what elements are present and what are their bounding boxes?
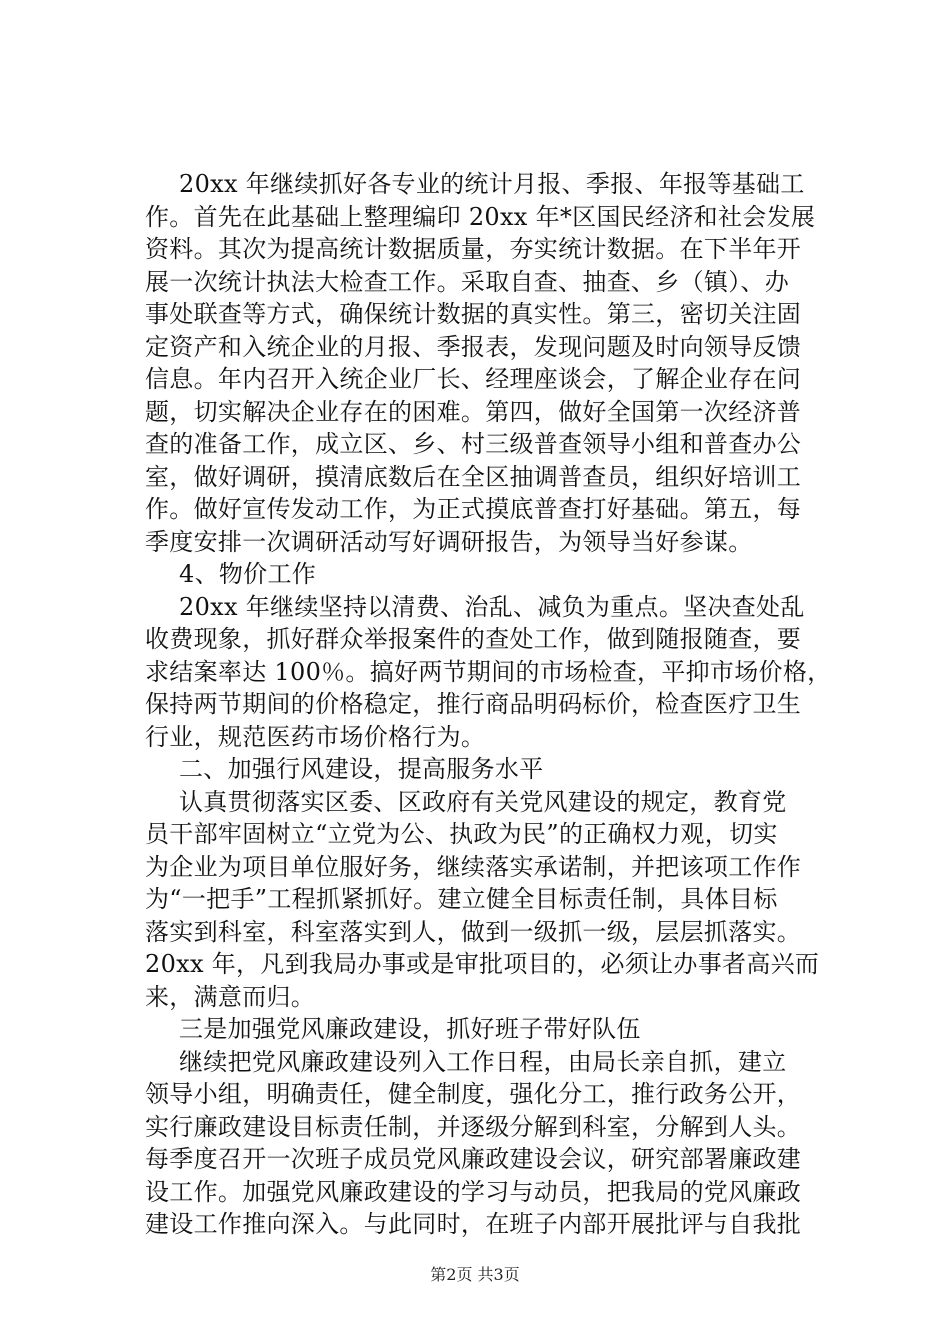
page-number-footer: 第2页 共3页 xyxy=(430,1265,520,1284)
text-line: 资料。其次为提高统计数据质量，夯实统计数据。在下半年开 xyxy=(145,235,802,263)
text-line: 认真贯彻落实区委、区政府有关党风建设的规定，教育党 xyxy=(179,787,787,816)
text-line: 20xx 年继续抓好各专业的统计月报、季报、年报等基础工 xyxy=(179,170,805,198)
text-line: 来，满意而归。 xyxy=(145,982,316,1011)
text-line: 员干部牢固树立“立党为公、执政为民”的正确权力观，切实 xyxy=(145,820,778,848)
text-line: 落实到科室，科室落实到人，做到一级抓一级，层层抓落实。 xyxy=(145,917,802,946)
text-line: 设工作。加强党风廉政建设的学习与动员，把我局的党风廉政 xyxy=(145,1177,802,1206)
text-line: 作。做好宣传发动工作，为正式摸底普查打好基础。第五，每 xyxy=(145,495,802,523)
text-line: 20xx 年继续坚持以清费、治乱、减负为重点。坚决查处乱 xyxy=(179,592,805,621)
text-line: 查的准备工作，成立区、乡、村三级普查领导小组和普查办公 xyxy=(145,430,802,458)
text-line: 作。首先在此基础上整理编印 20xx 年*区国民经济和社会发展 xyxy=(145,202,816,231)
text-line: 展一次统计执法大检查工作。采取自查、抽查、乡（镇）、办 xyxy=(145,267,790,296)
text-line: 领导小组，明确责任，健全制度，强化分工，推行政务公开， xyxy=(145,1080,802,1108)
text-line: 季度安排一次调研活动写好调研报告，为领导当好参谋。 xyxy=(145,527,753,556)
text-line: 收费现象，抓好群众举报案件的查处工作，做到随报随查，要 xyxy=(145,625,802,653)
text-line: 信息。年内召开入统企业厂长、经理座谈会，了解企业存在问 xyxy=(145,365,802,393)
text-line: 建设工作推向深入。与此同时，在班子内部开展批评与自我批 xyxy=(145,1210,802,1238)
text-line: 继续把党风廉政建设列入工作日程，由局长亲自抓，建立 xyxy=(179,1047,787,1076)
text-line: 求结案率达 100％。搞好两节期间的市场检查，平抑市场价格， xyxy=(145,657,832,686)
document-body xyxy=(145,168,845,1241)
text-line: 保持两节期间的价格稳定，推行商品明码标价，检查医疗卫生 xyxy=(145,690,802,718)
section-heading: 4、物价工作 xyxy=(179,560,317,588)
text-line: 室，做好调研，摸清底数后在全区抽调普查员，组织好培训工 xyxy=(145,462,802,491)
text-line: 实行廉政建设目标责任制，并逐级分解到科室，分解到人头。 xyxy=(145,1112,802,1141)
text-line: 为“一把手”工程抓紧抓好。建立健全目标责任制，具体目标 xyxy=(145,885,778,913)
section-heading: 二、加强行风建设，提高服务水平 xyxy=(179,755,544,783)
text-line: 题，切实解决企业存在的困难。第四，做好全国第一次经济普 xyxy=(145,397,802,426)
text-line: 每季度召开一次班子成员党风廉政建设会议，研究部署廉政建 xyxy=(145,1145,802,1173)
text-line: 行业，规范医药市场价格行为。 xyxy=(145,722,486,751)
section-heading: 三是加强党风廉政建设，抓好班子带好队伍 xyxy=(179,1015,641,1043)
text-line: 定资产和入统企业的月报、季报表，发现问题及时向领导反馈 xyxy=(145,332,802,361)
text-line: 事处联查等方式，确保统计数据的真实性。第三，密切关注固 xyxy=(145,300,802,328)
text-line: 为企业为项目单位服好务，继续落实承诺制，并把该项工作作 xyxy=(145,852,802,881)
text-line: 20xx 年，凡到我局办事或是审批项目的，必须让办事者高兴而 xyxy=(145,950,820,978)
